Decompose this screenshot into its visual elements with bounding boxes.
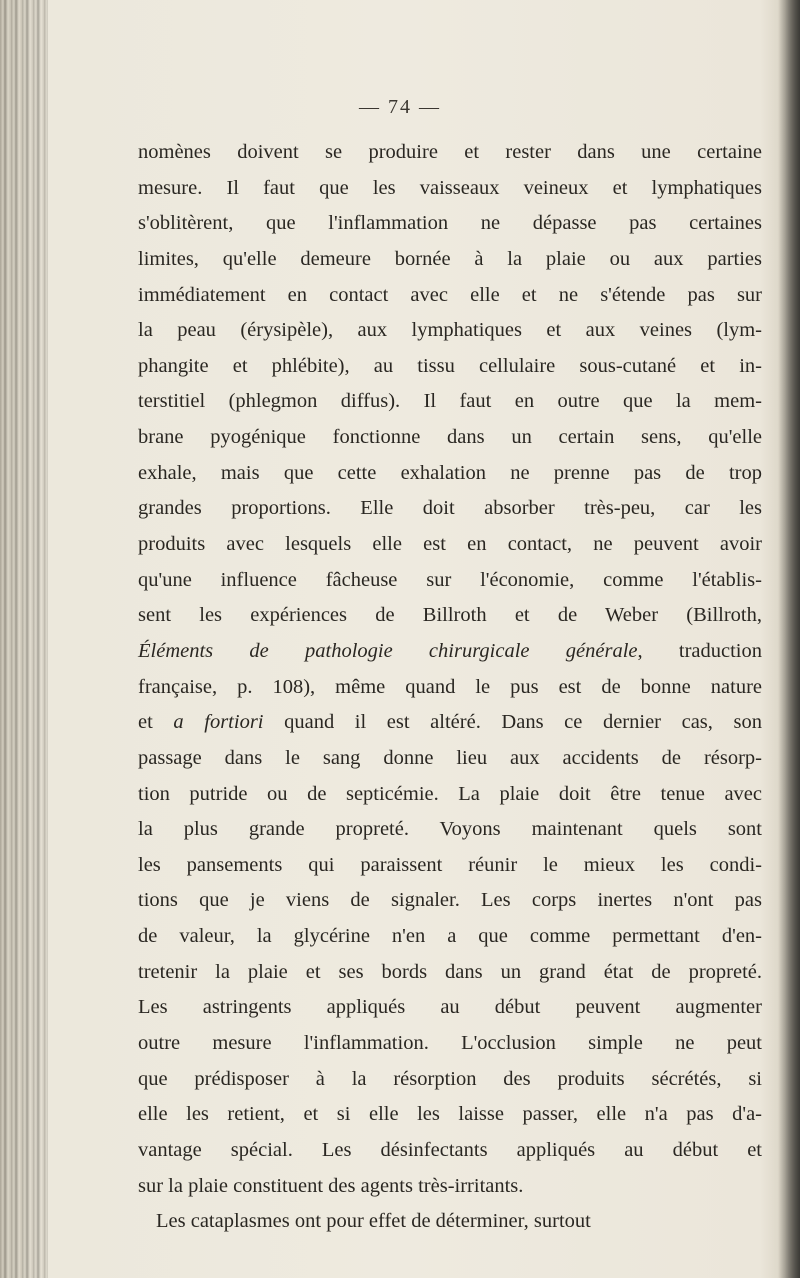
- text-run: elle les retient, et si elle les laisse passer, elle n'a pas d'a-: [138, 1103, 762, 1126]
- text-run: de valeur, la glycérine n'en a que comme permettant d'en-: [138, 925, 762, 948]
- text-run: passage dans le sang donne lieu aux accidents de résorp-: [138, 746, 762, 769]
- text-run: brane pyogénique fonctionne dans un certain sens, qu'elle: [138, 426, 762, 449]
- page-edge-shadow: [778, 0, 800, 1278]
- text-run: que prédisposer à la résorption des produits sécrétés, si: [138, 1067, 762, 1090]
- body-text: [138, 135, 762, 1240]
- text-line: [138, 1097, 762, 1133]
- page-number: — 74 —: [359, 96, 441, 118]
- text-run: tions que je viens de signaler. Les corps inertes n'ont pas: [138, 889, 762, 912]
- text-line: [138, 1204, 762, 1240]
- text-run: qu'une influence fâcheuse sur l'économie, comme l'établis-: [138, 568, 762, 591]
- text-run: Les astringents appliqués au début peuvent augmenter: [138, 996, 762, 1019]
- text-run: grandes proportions. Elle doit absorber très-peu, car les: [138, 497, 762, 520]
- text-line: [138, 242, 762, 278]
- text-run: terstitiel (phlegmon diffus). Il faut en outre que la mem-: [138, 390, 762, 413]
- text-line: [138, 313, 762, 349]
- text-line: [138, 384, 762, 420]
- text-run: sent les expériences de Billroth et de Weber (Billroth,: [138, 604, 762, 627]
- text-line: [138, 1026, 762, 1062]
- text-run: , traduction: [637, 639, 762, 662]
- text-line: [138, 491, 762, 527]
- text-line: [138, 171, 762, 207]
- text-run: mesure. Il faut que les vaisseaux veineux et lymphatiques: [138, 176, 762, 199]
- text-line: [138, 919, 762, 955]
- text-run: phangite et phlébite), au tissu cellulaire sous-cutané et in-: [138, 354, 762, 377]
- text-line: [138, 812, 762, 848]
- text-line: [138, 634, 762, 670]
- text-line: [138, 1133, 762, 1169]
- italic-text: Éléments de pathologie chirurgicale générale: [138, 639, 638, 662]
- italic-text: a fortiori: [173, 711, 264, 734]
- text-run: exhale, mais que cette exhalation ne prenne pas de trop: [138, 461, 762, 484]
- text-run: la plus grande propreté. Voyons maintenant quels sont: [138, 818, 762, 841]
- text-line: [138, 563, 762, 599]
- text-line: [138, 705, 762, 741]
- text-line: [138, 1169, 762, 1205]
- text-line: [138, 420, 762, 456]
- text-run: vantage spécial. Les désinfectants appliqués au début et: [138, 1138, 762, 1161]
- text-line: [138, 349, 762, 385]
- text-run: quand il est altéré. Dans ce dernier cas, son: [263, 711, 762, 734]
- text-line: [138, 456, 762, 492]
- text-line: [138, 527, 762, 563]
- text-line: [138, 670, 762, 706]
- text-line: [138, 777, 762, 813]
- text-line: [138, 848, 762, 884]
- text-line: [138, 598, 762, 634]
- text-line: [138, 206, 762, 242]
- text-run: produits avec lesquels elle est en contact, ne peuvent avoir: [138, 533, 762, 556]
- text-run: sur la plaie constituent des agents très-irritants.: [138, 1174, 524, 1197]
- text-run: tion putride ou de septicémie. La plaie doit être tenue avec: [138, 782, 762, 805]
- text-run: limites, qu'elle demeure bornée à la plaie ou aux parties: [138, 247, 762, 270]
- text-line: [138, 955, 762, 991]
- text-run: française, p. 108), même quand le pus est de bonne nature: [138, 675, 762, 698]
- text-run: outre mesure l'inflammation. L'occlusion simple ne peut: [138, 1032, 762, 1055]
- text-run: s'oblitèrent, que l'inflammation ne dépasse pas certaines: [138, 212, 762, 235]
- text-line: [138, 278, 762, 314]
- text-run: les pansements qui paraissent réunir le mieux les condi-: [138, 853, 762, 876]
- text-run: Les cataplasmes ont pour effet de déterminer, surtout: [156, 1210, 591, 1233]
- text-line: [138, 990, 762, 1026]
- text-run: nomènes doivent se produire et rester dans une certaine: [138, 141, 762, 163]
- text-run: tretenir la plaie et ses bords dans un grand état de propreté.: [138, 960, 762, 983]
- text-line: [138, 883, 762, 919]
- text-run: et: [138, 711, 174, 734]
- text-line: [138, 1062, 762, 1098]
- text-run: la peau (érysipèle), aux lymphatiques et aux veines (lym-: [138, 319, 762, 342]
- text-line: [138, 135, 762, 171]
- page-binding-shadow: [0, 0, 48, 1278]
- text-line: [138, 741, 762, 777]
- text-run: immédiatement en contact avec elle et ne s'étende pas sur: [138, 283, 762, 306]
